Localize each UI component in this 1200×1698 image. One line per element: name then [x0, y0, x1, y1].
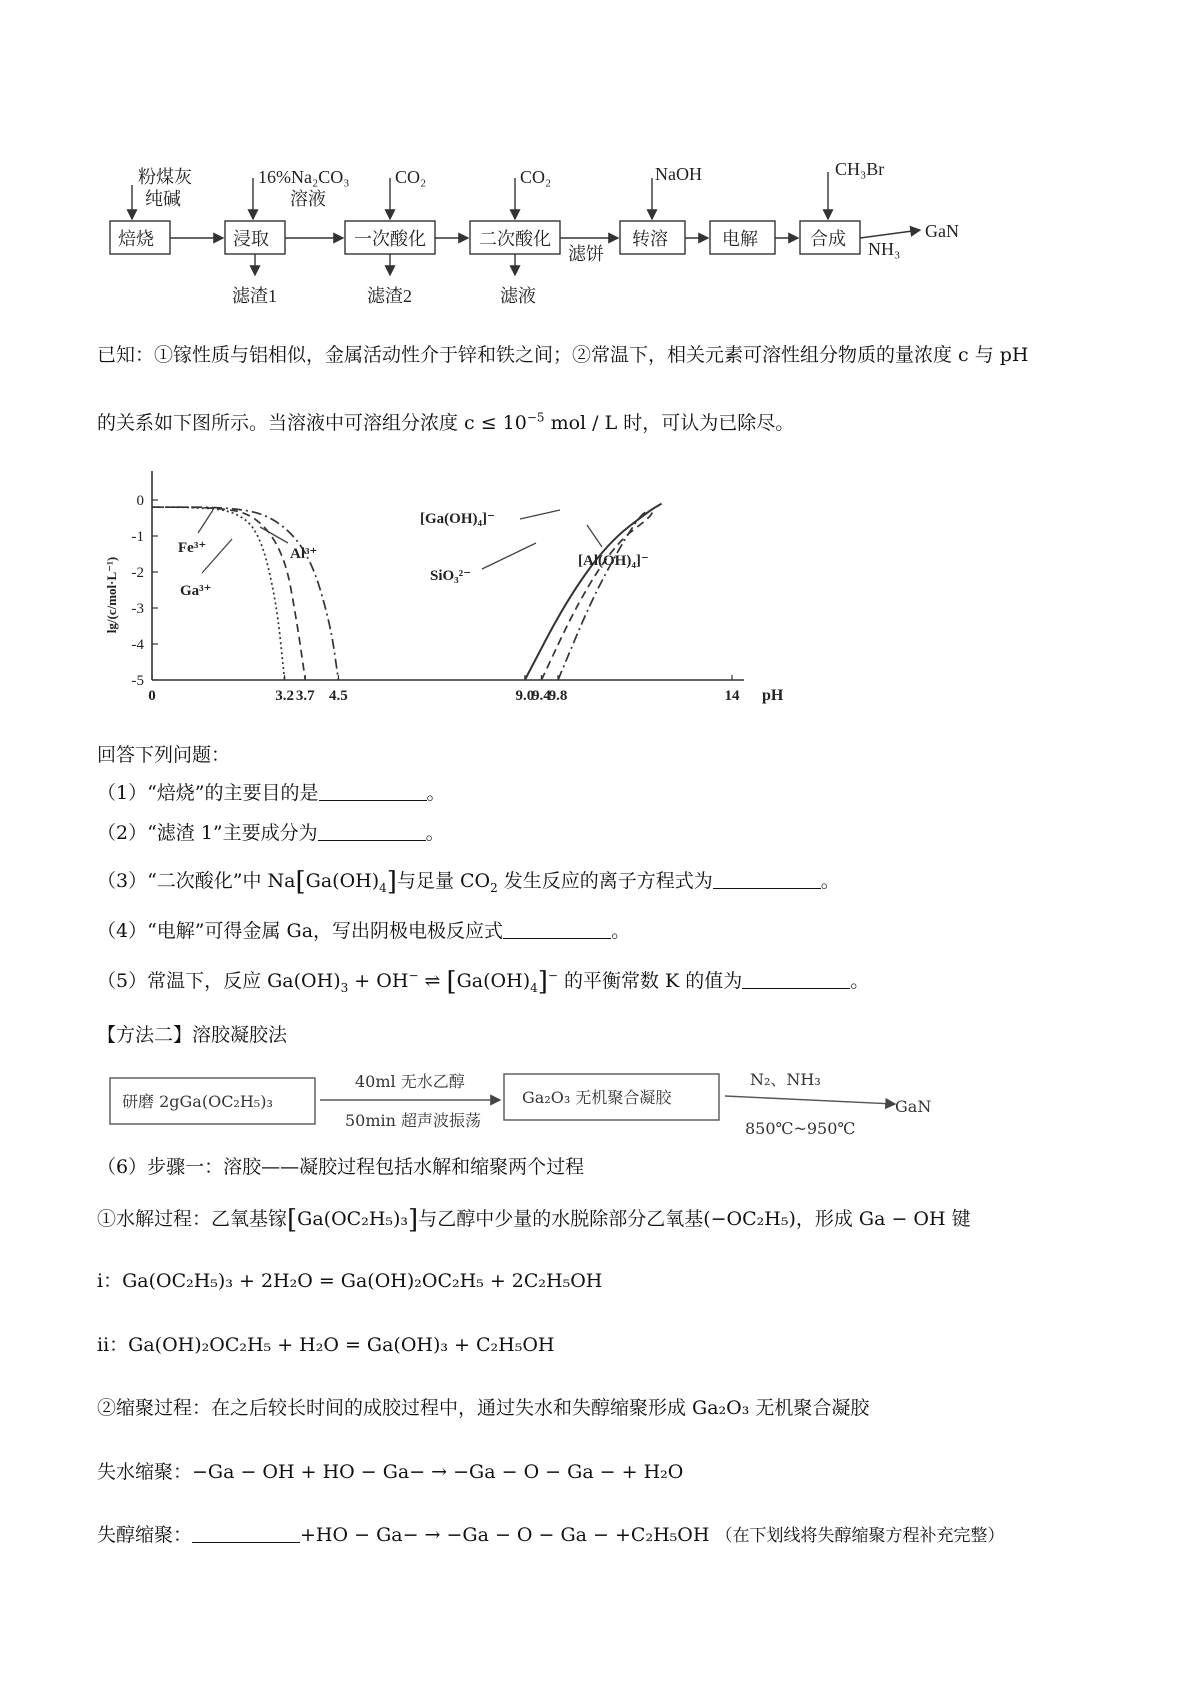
label-arrow: [202, 539, 232, 573]
y-tick-label: -4: [131, 637, 144, 653]
output-label: 滤渣1: [232, 286, 277, 306]
method2-arrow1-bottom: 50min 超声波振荡: [345, 1111, 482, 1130]
q6-dehydration: 失水缩聚：−Ga − OH + HO − Ga− → −Ga − O − Ga − + H₂O: [97, 1461, 684, 1483]
method2-box1: 研磨 2gGa(OC₂H₅)₃: [122, 1092, 273, 1111]
x-tick-label: 9.4: [532, 688, 551, 704]
step-label: 焙烧: [118, 229, 154, 249]
x-tick-label: 0: [148, 688, 156, 704]
q6-dealcohol: 失醇缩聚： +HO − Ga− → −Ga − O − Ga − +C₂H₅OH （在下划线将失醇缩聚方程补充完整）: [97, 1524, 1005, 1546]
answer-blank[interactable]: [319, 799, 427, 801]
x-tick-label: 14: [724, 688, 740, 704]
process-flowchart: [0, 0, 1200, 306]
method2-title: 【方法二】溶胶凝胶法: [97, 1024, 288, 1046]
method2-product: GaN: [895, 1097, 932, 1116]
series-label: Al³⁺: [290, 546, 318, 562]
input-label: CH₃Br: [835, 159, 885, 179]
label-arrow: [482, 543, 536, 569]
question-3: （3）“二次酸化”中 $Na[Ga(OH)_4]$与足量 $CO_2$ 发生反应的离子方程式为 。: [97, 867, 840, 897]
input-label: 纯碱: [145, 189, 181, 209]
input-label: NaOH: [655, 164, 702, 184]
y-tick-label: 0: [136, 493, 144, 509]
method2-arrow2-bottom: 850℃~950℃: [745, 1119, 856, 1138]
label-arrow: [520, 510, 560, 519]
q6-hydrolysis: ①水解过程：乙氧基镓[Ga(OC₂H₅)₃]与乙醇中少量的水脱除部分乙氧基(−OC₂H₅)，形成 Ga − OH 键: [97, 1205, 971, 1235]
y-axis-label: lg/(c/mol·L⁻¹): [104, 556, 119, 634]
q6-eq-ii: ii：Ga(OH)₂OC₂H₅ + H₂O = Ga(OH)₃ + C₂H₅OH: [97, 1334, 555, 1356]
x-tick-label: 9.0: [515, 688, 535, 704]
series-line: [152, 507, 285, 680]
filter-cake-label: 滤饼: [568, 244, 604, 264]
question-4: （4）“电解”可得金属 Ga，写出阴极电极反应式 。: [97, 920, 631, 942]
answer-blank[interactable]: [503, 937, 611, 939]
step-label: 一次酸化: [354, 229, 426, 249]
method2-arrow2-top: N₂、NH₃: [750, 1070, 821, 1089]
series-line: [525, 504, 662, 680]
question-1: （1）“焙烧”的主要目的是 。: [97, 782, 446, 804]
series-line: [541, 511, 653, 680]
x-tick-label: 4.5: [329, 688, 348, 704]
input-label: CO₂: [520, 167, 552, 187]
question-2: （2）“滤渣 1”主要成分为 。: [97, 822, 445, 844]
questions-intro: 回答下列问题：: [97, 744, 231, 766]
output-label: 滤液: [500, 286, 536, 306]
series-label: Ga³⁺: [180, 583, 212, 599]
input-label: 溶液: [290, 189, 326, 209]
step-label: 浸取: [233, 229, 269, 249]
input-label: 16%Na₂CO₃: [258, 167, 350, 187]
q6-eq-i: i：Ga(OC₂H₅)₃ + 2H₂O = Ga(OH)₂OC₂H₅ + 2C₂H₅OH: [97, 1270, 603, 1292]
x-tick-label: 3.2: [275, 688, 294, 704]
product-label: GaN: [925, 221, 959, 241]
answer-blank[interactable]: [713, 887, 821, 889]
y-tick-label: -2: [131, 565, 144, 581]
step-label: 合成: [810, 229, 846, 249]
label-arrow: [587, 525, 602, 547]
step-label: 二次酸化: [479, 229, 551, 249]
series-label: [Al(OH)₄]⁻: [578, 553, 649, 569]
q6-intro: （6）步骤一：溶胶——凝胶过程包括水解和缩聚两个过程: [97, 1156, 585, 1178]
step-label: 电解: [722, 229, 758, 249]
step-label: 转溶: [632, 229, 668, 249]
known-line-1: 已知：①镓性质与铝相似，金属活动性介于锌和铁之间；②常温下，相关元素可溶性组分物质的量浓度 c 与 pH: [97, 344, 1029, 366]
q6-condensation: ②缩聚过程：在之后较长时间的成胶过程中，通过失水和失醇缩聚形成 Ga₂O₃ 无机聚合凝胶: [97, 1397, 870, 1419]
nh3-label: NH₃: [868, 239, 901, 259]
series-label: Fe³⁺: [178, 540, 207, 556]
y-tick-label: -3: [131, 601, 144, 617]
input-label: 粉煤灰: [138, 167, 192, 187]
answer-blank[interactable]: [192, 1541, 300, 1543]
question-5: （5）常温下，反应 $Ga(OH)_3 + OH^-$ ⇌ $[Ga(OH)_4]^-$ 的平衡常数 K 的值为 。: [97, 967, 870, 997]
series-label: SiO₃²⁻: [430, 568, 472, 584]
x-tick-label: 3.7: [295, 688, 315, 704]
input-label: CO₂: [395, 167, 427, 187]
x-tick-label: 9.8: [548, 688, 568, 704]
answer-blank[interactable]: [742, 987, 850, 989]
answer-blank[interactable]: [318, 839, 426, 841]
x-axis-label: pH: [762, 687, 784, 704]
method2-flowchart: [100, 1062, 932, 1142]
known-line-2: 的关系如下图所示。当溶液中可溶组分浓度 $c \le 10^{-5}$ mol / L 时，可认为已除尽。: [97, 410, 795, 434]
method2-arrow1-top: 40ml 无水乙醇: [355, 1072, 465, 1091]
method2-box2: Ga₂O₃ 无机聚合凝胶: [522, 1088, 672, 1107]
concentration-ph-chart: [100, 455, 860, 725]
series-label: [Ga(OH)₄]⁻: [420, 511, 495, 527]
label-arrow: [198, 510, 213, 533]
y-tick-label: -5: [131, 673, 144, 689]
y-tick-label: -1: [131, 529, 144, 545]
output-label: 滤渣2: [367, 286, 412, 306]
